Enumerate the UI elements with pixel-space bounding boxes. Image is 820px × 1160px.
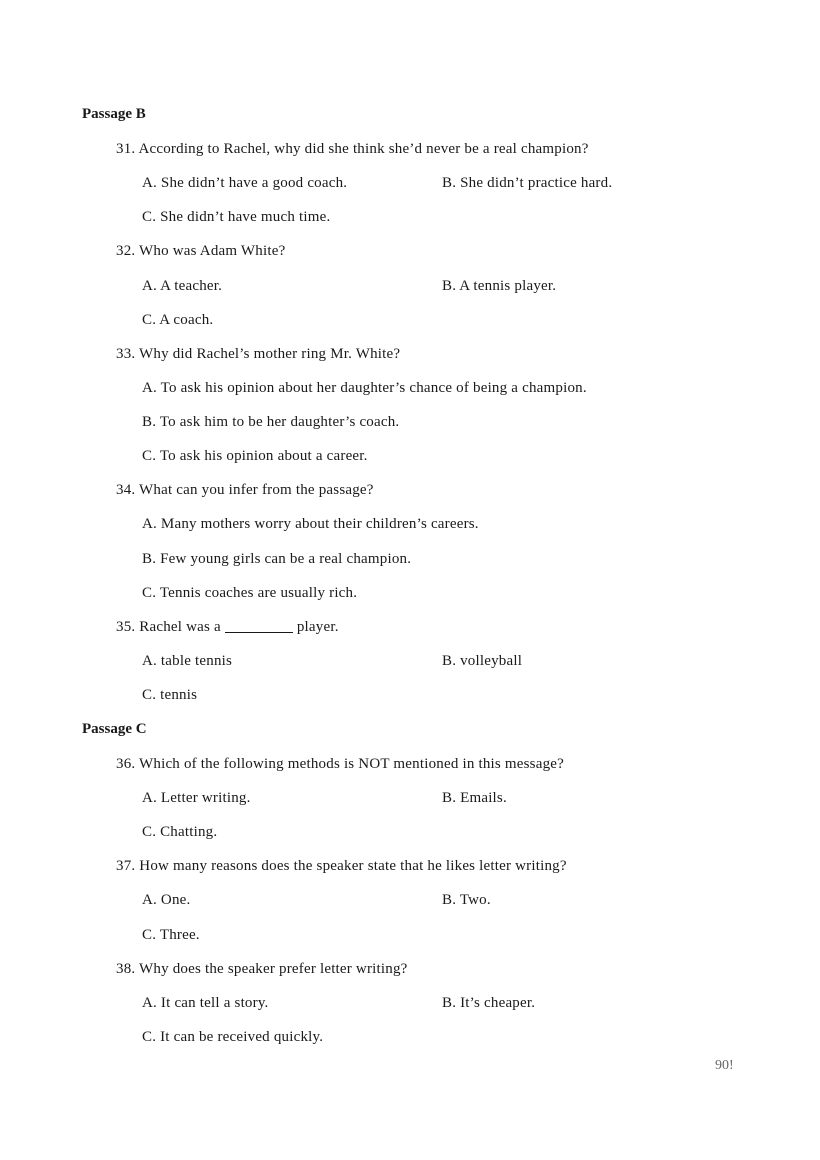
- question-35-option-c: C. tennis: [142, 687, 198, 703]
- question-37-option-c: C. Three.: [142, 927, 200, 943]
- question-36-option-a: A. Letter writing.: [142, 790, 251, 806]
- question-34-stem: 34. What can you infer from the passage?: [116, 482, 374, 498]
- question-31-option-a: A. She didn’t have a good coach.: [142, 175, 348, 191]
- passage-b-heading: Passage B: [82, 106, 146, 122]
- question-32-option-c: C. A coach.: [142, 312, 214, 328]
- question-31-option-b: B. She didn’t practice hard.: [442, 175, 613, 191]
- question-33-option-b: B. To ask him to be her daughter’s coach.: [142, 414, 400, 430]
- question-33-option-c: C. To ask his opinion about a career.: [142, 448, 368, 464]
- question-38-option-c: C. It can be received quickly.: [142, 1029, 324, 1045]
- page-number: 90!: [715, 1058, 734, 1073]
- question-36-option-b: B. Emails.: [442, 790, 507, 806]
- question-32-option-b: B. A tennis player.: [442, 278, 557, 294]
- question-38-option-a: A. It can tell a story.: [142, 995, 269, 1011]
- question-37-option-a: A. One.: [142, 892, 191, 908]
- question-36-option-c: C. Chatting.: [142, 824, 218, 840]
- question-32-option-a: A. A teacher.: [142, 278, 223, 294]
- question-34-option-c: C. Tennis coaches are usually rich.: [142, 585, 358, 601]
- question-33-stem: 33. Why did Rachel’s mother ring Mr. White?: [116, 346, 401, 362]
- question-35-stem: [116, 619, 339, 636]
- passage-c-heading: Passage C: [82, 721, 147, 737]
- question-35-option-a: A. table tennis: [142, 653, 233, 669]
- question-38-stem: 38. Why does the speaker prefer letter writing?: [116, 961, 408, 977]
- question-31-option-c: C. She didn’t have much time.: [142, 209, 331, 225]
- question-36-stem: 36. Which of the following methods is NOT mentioned in this message?: [116, 756, 564, 772]
- question-35-stem-before: 35. Rachel was a: [116, 619, 221, 635]
- question-37-stem: 37. How many reasons does the speaker state that he likes letter writing?: [116, 858, 567, 874]
- question-35-option-b: B. volleyball: [442, 653, 523, 669]
- question-34-option-a: A. Many mothers worry about their children’s careers.: [142, 516, 479, 532]
- question-31-stem: 31. According to Rachel, why did she think she’d never be a real champion?: [116, 141, 589, 157]
- question-37-option-b: B. Two.: [442, 892, 491, 908]
- question-32-stem: 32. Who was Adam White?: [116, 243, 286, 259]
- question-34-option-b: B. Few young girls can be a real champion.: [142, 551, 412, 567]
- question-38-option-b: B. It’s cheaper.: [442, 995, 536, 1011]
- question-35-stem-after: player.: [296, 619, 339, 635]
- answer-blank: [225, 632, 293, 633]
- question-33-option-a: A. To ask his opinion about her daughter’s chance of being a champion.: [142, 380, 587, 396]
